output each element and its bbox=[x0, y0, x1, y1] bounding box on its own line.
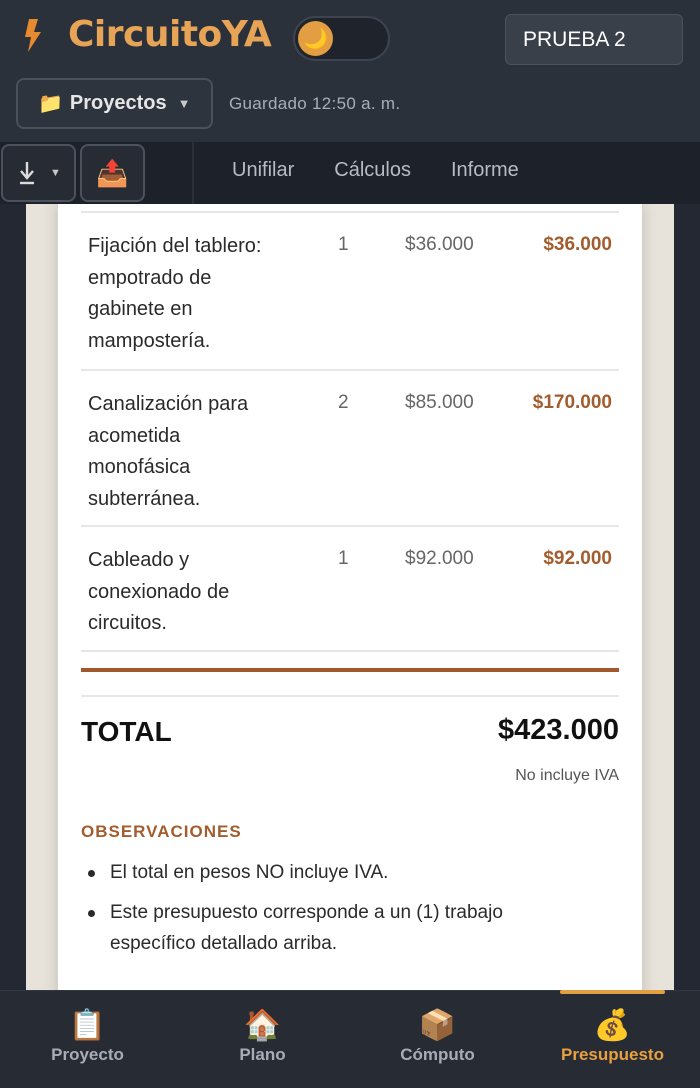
projects-dropdown-button[interactable] bbox=[16, 78, 213, 129]
moon-icon: 🌙 bbox=[298, 21, 333, 56]
item-description: Cableado y conexionado de circuitos. bbox=[88, 549, 230, 634]
export-icon: 📤 bbox=[96, 157, 129, 188]
item-amount: $170.000 bbox=[532, 392, 612, 413]
nav-item-plano[interactable] bbox=[175, 1008, 350, 1065]
projects-label: Proyectos bbox=[69, 92, 167, 114]
download-icon bbox=[18, 159, 36, 187]
table-row bbox=[81, 542, 619, 652]
toolbar bbox=[0, 142, 700, 204]
total-value: $423.000 bbox=[498, 714, 619, 746]
package-icon: 📦 bbox=[418, 1009, 457, 1042]
divider bbox=[81, 650, 619, 652]
theme-toggle[interactable] bbox=[293, 16, 390, 61]
save-status: Guardado 12:50 a. m. bbox=[229, 94, 401, 113]
item-amount: $36.000 bbox=[543, 234, 612, 255]
lightning-bolt-icon bbox=[20, 15, 46, 55]
download-button[interactable] bbox=[1, 144, 76, 202]
chevron-down-icon: ▼ bbox=[50, 167, 61, 179]
divider bbox=[81, 525, 619, 527]
toolbar-divider bbox=[192, 142, 194, 204]
total-label: TOTAL bbox=[81, 716, 172, 747]
item-quantity: 1 bbox=[338, 548, 349, 569]
project-name-input[interactable] bbox=[505, 14, 683, 65]
nav-label: Proyecto bbox=[51, 1045, 124, 1064]
tab-calculos[interactable]: Cálculos bbox=[334, 159, 411, 181]
folder-icon: 📁 bbox=[38, 93, 63, 115]
budget-view[interactable] bbox=[26, 204, 674, 990]
iva-note: No incluye IVA bbox=[515, 767, 619, 784]
table-row bbox=[81, 228, 619, 368]
nav-item-computo[interactable] bbox=[350, 1008, 525, 1065]
clipboard-icon: 📋 bbox=[68, 1009, 107, 1042]
divider bbox=[81, 211, 619, 213]
divider bbox=[81, 369, 619, 371]
total-divider bbox=[81, 668, 619, 672]
item-unit-price: $36.000 bbox=[405, 234, 474, 255]
nav-label: Cómputo bbox=[400, 1045, 475, 1064]
table-row bbox=[81, 386, 619, 526]
item-quantity: 2 bbox=[338, 392, 349, 413]
item-description: Fijación del tablero: empotrado de gabinete en mampostería. bbox=[88, 235, 262, 352]
app-title: CircuitoYA bbox=[68, 14, 272, 55]
item-unit-price: $85.000 bbox=[405, 392, 474, 413]
item-description: Canalización para acometida monofásica subterránea. bbox=[88, 393, 249, 510]
observation-item: El total en pesos NO incluye IVA. bbox=[110, 857, 580, 888]
nav-item-proyecto[interactable] bbox=[0, 1008, 175, 1065]
observation-item: Este presupuesto corresponde a un (1) trabajo específico detallado arriba. bbox=[110, 897, 580, 959]
budget-document bbox=[58, 204, 642, 990]
divider bbox=[81, 695, 619, 697]
bottom-navigation bbox=[0, 990, 700, 1088]
observations-list bbox=[110, 857, 580, 968]
view-tabs bbox=[232, 159, 559, 182]
house-icon: 🏠 bbox=[243, 1009, 282, 1042]
tab-unifilar[interactable]: Unifilar bbox=[232, 159, 295, 181]
app-header bbox=[0, 0, 700, 142]
active-tab-indicator bbox=[560, 990, 665, 994]
tab-informe[interactable]: Informe bbox=[450, 159, 519, 181]
item-quantity: 1 bbox=[338, 234, 349, 255]
nav-item-presupuesto[interactable] bbox=[525, 1008, 700, 1065]
item-unit-price: $92.000 bbox=[405, 548, 474, 569]
nav-label: Plano bbox=[239, 1045, 286, 1064]
export-button[interactable] bbox=[80, 144, 145, 202]
chevron-down-icon: ▼ bbox=[177, 96, 191, 111]
nav-label: Presupuesto bbox=[561, 1045, 664, 1064]
money-bag-icon: 💰 bbox=[593, 1009, 632, 1042]
observations-title: OBSERVACIONES bbox=[81, 822, 242, 841]
app-logo[interactable] bbox=[20, 14, 271, 55]
item-amount: $92.000 bbox=[543, 548, 612, 569]
